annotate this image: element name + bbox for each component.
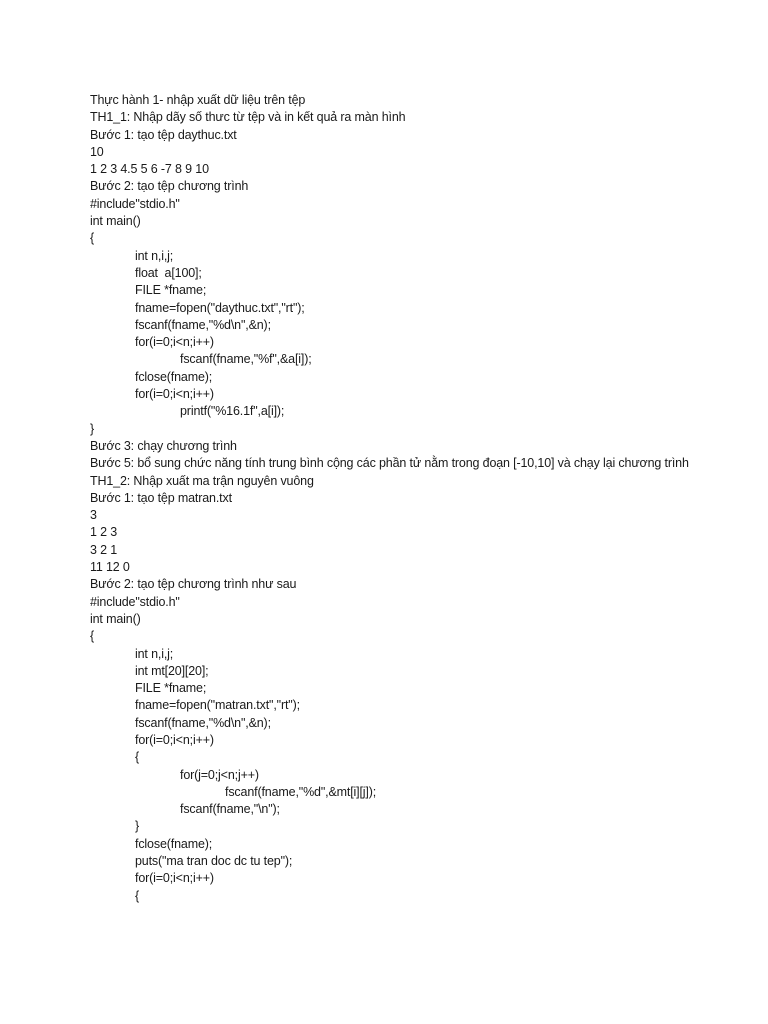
document-line: FILE *fname; — [135, 283, 207, 298]
document-line: int mt[20][20]; — [135, 663, 209, 678]
document-line: FILE *fname; — [135, 681, 207, 696]
document-line: { — [135, 750, 140, 765]
document-line: for(i=0;i<n;i++) — [135, 871, 214, 886]
document-line: } — [90, 421, 95, 436]
document-body — [90, 92, 690, 905]
document-line: { — [90, 231, 95, 246]
document-line: fname=fopen("daythuc.txt","rt"); — [135, 300, 305, 315]
document-line: fscanf(fname,"%f",&a[i]); — [180, 352, 312, 367]
document-line: #include"stdio.h" — [90, 196, 180, 211]
document-line: fname=fopen("matran.txt","rt"); — [135, 698, 300, 713]
document-line: 1 2 3 — [90, 525, 118, 540]
document-line: } — [135, 819, 140, 834]
document-line: TH1_1: Nhập dãy số thưc từ tệp và in kết quả ra màn hình — [90, 110, 406, 125]
document-line: Bước 1: tạo tệp matran.txt — [90, 490, 232, 505]
document-line: puts("ma tran doc dc tu tep"); — [135, 854, 293, 869]
document-line: 10 — [90, 144, 104, 159]
document-line: 1 2 3 4.5 5 6 -7 8 9 10 — [90, 162, 209, 177]
document-line: Bước 3: chạy chương trình — [90, 438, 237, 453]
document-line: 3 — [90, 508, 97, 523]
document-line: for(i=0;i<n;i++) — [135, 335, 214, 350]
document-line: Thực hành 1- nhập xuất dữ liệu trên tệp — [90, 93, 306, 107]
document-line: for(i=0;i<n;i++) — [135, 732, 214, 747]
document-line: fscanf(fname,"%d",&mt[i][j]); — [225, 784, 377, 799]
document-line: fclose(fname); — [135, 836, 213, 851]
document-line: for(i=0;i<n;i++) — [135, 387, 214, 402]
document-line: { — [135, 888, 140, 903]
document-line: fscanf(fname,"%d\n",&n); — [135, 715, 271, 730]
document-line: 11 12 0 — [90, 560, 130, 575]
document-line: float a[100]; — [135, 265, 202, 280]
document-line: fclose(fname); — [135, 369, 213, 384]
document-line: { — [90, 629, 95, 644]
document-line: int n,i,j; — [135, 646, 174, 661]
document-line: Bước 5: bổ sung chức năng tính trung bình cộng các phần tử nằm trong đoạn [-10,10] và chạy lại chương trình — [90, 456, 689, 471]
document-line: 3 2 1 — [90, 542, 118, 557]
document-line: #include"stdio.h" — [90, 594, 180, 609]
document-line: int main() — [90, 611, 141, 626]
document-line: Bước 2: tạo tệp chương trình như sau — [90, 577, 297, 592]
document-line: Bước 2: tạo tệp chương trình — [90, 179, 249, 194]
document-line: for(j=0;j<n;j++) — [180, 767, 259, 782]
document-line: Bước 1: tạo tệp daythuc.txt — [90, 127, 237, 142]
document-line: fscanf(fname,"\n"); — [180, 802, 280, 817]
document-line: TH1_2: Nhập xuất ma trận nguyên vuông — [90, 473, 314, 488]
document-line: printf("%16.1f",a[i]); — [180, 404, 285, 419]
document-line: int n,i,j; — [135, 248, 174, 263]
document-line: int main() — [90, 214, 141, 229]
document-line: fscanf(fname,"%d\n",&n); — [135, 317, 271, 332]
